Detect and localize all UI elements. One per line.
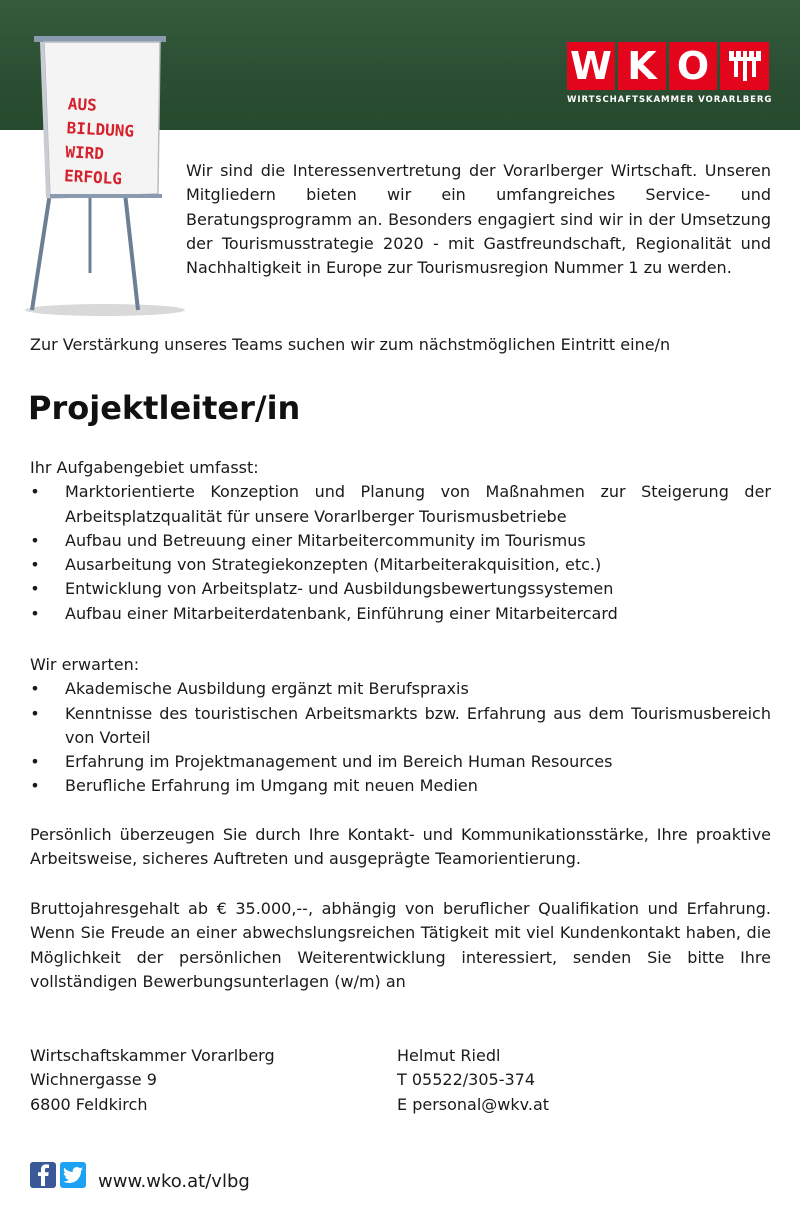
task-text: Ausarbeitung von Strategiekonzepten (Mitarbeiterakquisition, etc.) <box>65 555 602 575</box>
list-item <box>30 529 771 553</box>
bullet: • <box>30 679 40 699</box>
expectations-list <box>30 677 771 798</box>
logo-letter-k: K <box>618 42 666 90</box>
task-text: Aufbau einer Mitarbeiterdatenbank, Einführung einer Mitarbeitercard <box>65 603 618 623</box>
logo-subtitle: WIRTSCHAFTSKAMMER VORARLBERG <box>567 95 773 105</box>
bullet: • <box>30 482 40 502</box>
list-item <box>30 480 771 529</box>
city-address: 6800 Feldkirch <box>30 1094 148 1114</box>
street-address: Wichnergasse 9 <box>30 1070 157 1090</box>
flipchart-illustration <box>10 28 185 318</box>
tasks-section <box>30 456 771 626</box>
list-item <box>30 702 771 751</box>
task-text: Marktorientierte Konzeption und Planung von Maßnahmen zur Steigerung der Arbeitsplatzqualität für unsere Vorarlberger Tourismusbetriebe <box>65 482 771 526</box>
tasks-heading: Ihr Aufgabengebiet umfasst: <box>30 458 259 477</box>
task-text: Aufbau und Betreuung einer Mitarbeitercommunity im Tourismus <box>65 530 586 550</box>
list-item <box>30 577 771 601</box>
expectation-text: Berufliche Erfahrung im Umgang mit neuen Medien <box>65 776 478 796</box>
list-item <box>30 750 771 774</box>
task-text: Entwicklung von Arbeitsplatz- und Ausbildungsbewertungssystemen <box>65 579 614 599</box>
facebook-icon[interactable] <box>30 1162 56 1188</box>
organization-name: Wirtschaftskammer Vorarlberg <box>30 1046 275 1065</box>
expectation-text: Erfahrung im Projektmanagement und im Bereich Human Resources <box>65 752 613 772</box>
list-item <box>30 677 771 701</box>
job-title: Projektleiter/in <box>28 389 301 427</box>
contact-phone[interactable]: T 05522/305-374 <box>397 1070 535 1090</box>
address-block <box>30 1044 275 1117</box>
expectation-text: Kenntnisse des touristischen Arbeitsmarkts bzw. Erfahrung aus dem Tourismusbereich von Vorteil <box>65 703 771 747</box>
list-item <box>30 774 771 798</box>
bullet: • <box>30 579 40 599</box>
coat-of-arms-icon <box>720 42 769 90</box>
logo-letter-w: W <box>567 42 615 90</box>
contact-email[interactable]: E personal@wkv.at <box>397 1094 550 1114</box>
bullet: • <box>30 703 40 723</box>
bullet: • <box>30 752 40 772</box>
wko-logo[interactable] <box>567 42 771 105</box>
twitter-icon[interactable] <box>60 1162 86 1188</box>
intro-paragraph: Wir sind die Interessenvertretung der Vorarlberger Wirtschaft. Unseren Mitgliedern bieten wir ein umfangreiches Service- und Beratungsprogramm an. Besonders engagiert sind wir in der Umsetzung der Tourismusstrategie 2020 - mit Gastfreundschaft, Regionalität und Nachhaltigkeit in Europe zur Tourismusregion Nummer 1 zu werden. <box>186 161 771 278</box>
expectations-heading: Wir erwarten: <box>30 655 140 674</box>
bullet: • <box>30 776 40 796</box>
website-link[interactable]: www.wko.at/vlbg <box>98 1171 250 1192</box>
contact-person: Helmut Riedl <box>397 1046 501 1065</box>
tasks-list <box>30 480 771 626</box>
expectations-section <box>30 653 771 799</box>
flipchart-text: AUS BILDUNG WIRD ERFOLG <box>63 94 135 189</box>
salary-paragraph: Bruttojahresgehalt ab € 35.000,--, abhängig von beruflicher Qualifikation und Erfahrung. Wenn Sie Freude an einer abwechslungsreichen Tätigkeit mit viel Kundenkontakt haben, die Möglichkeit der persönlichen Weiterentwicklung interessiert, senden Sie bitte Ihre vollständigen Bewerbungsunterlagen (w/m) an <box>30 899 771 991</box>
bullet: • <box>30 603 40 623</box>
social-links <box>30 1162 86 1188</box>
expectation-text: Akademische Ausbildung ergänzt mit Berufspraxis <box>65 679 469 699</box>
list-item <box>30 602 771 626</box>
list-item <box>30 553 771 577</box>
bullet: • <box>30 555 40 575</box>
personal-paragraph: Persönlich überzeugen Sie durch Ihre Kontakt- und Kommunikationsstärke, Ihre proaktive Arbeitsweise, sicheres Auftreten und ausgeprägte Teamorientierung. <box>30 825 771 869</box>
bullet: • <box>30 530 40 550</box>
logo-letter-o: O <box>669 42 717 90</box>
contact-person-block <box>397 1044 549 1117</box>
lead-sentence: Zur Verstärkung unseres Teams suchen wir zum nächstmöglichen Eintritt eine/n <box>30 335 671 354</box>
